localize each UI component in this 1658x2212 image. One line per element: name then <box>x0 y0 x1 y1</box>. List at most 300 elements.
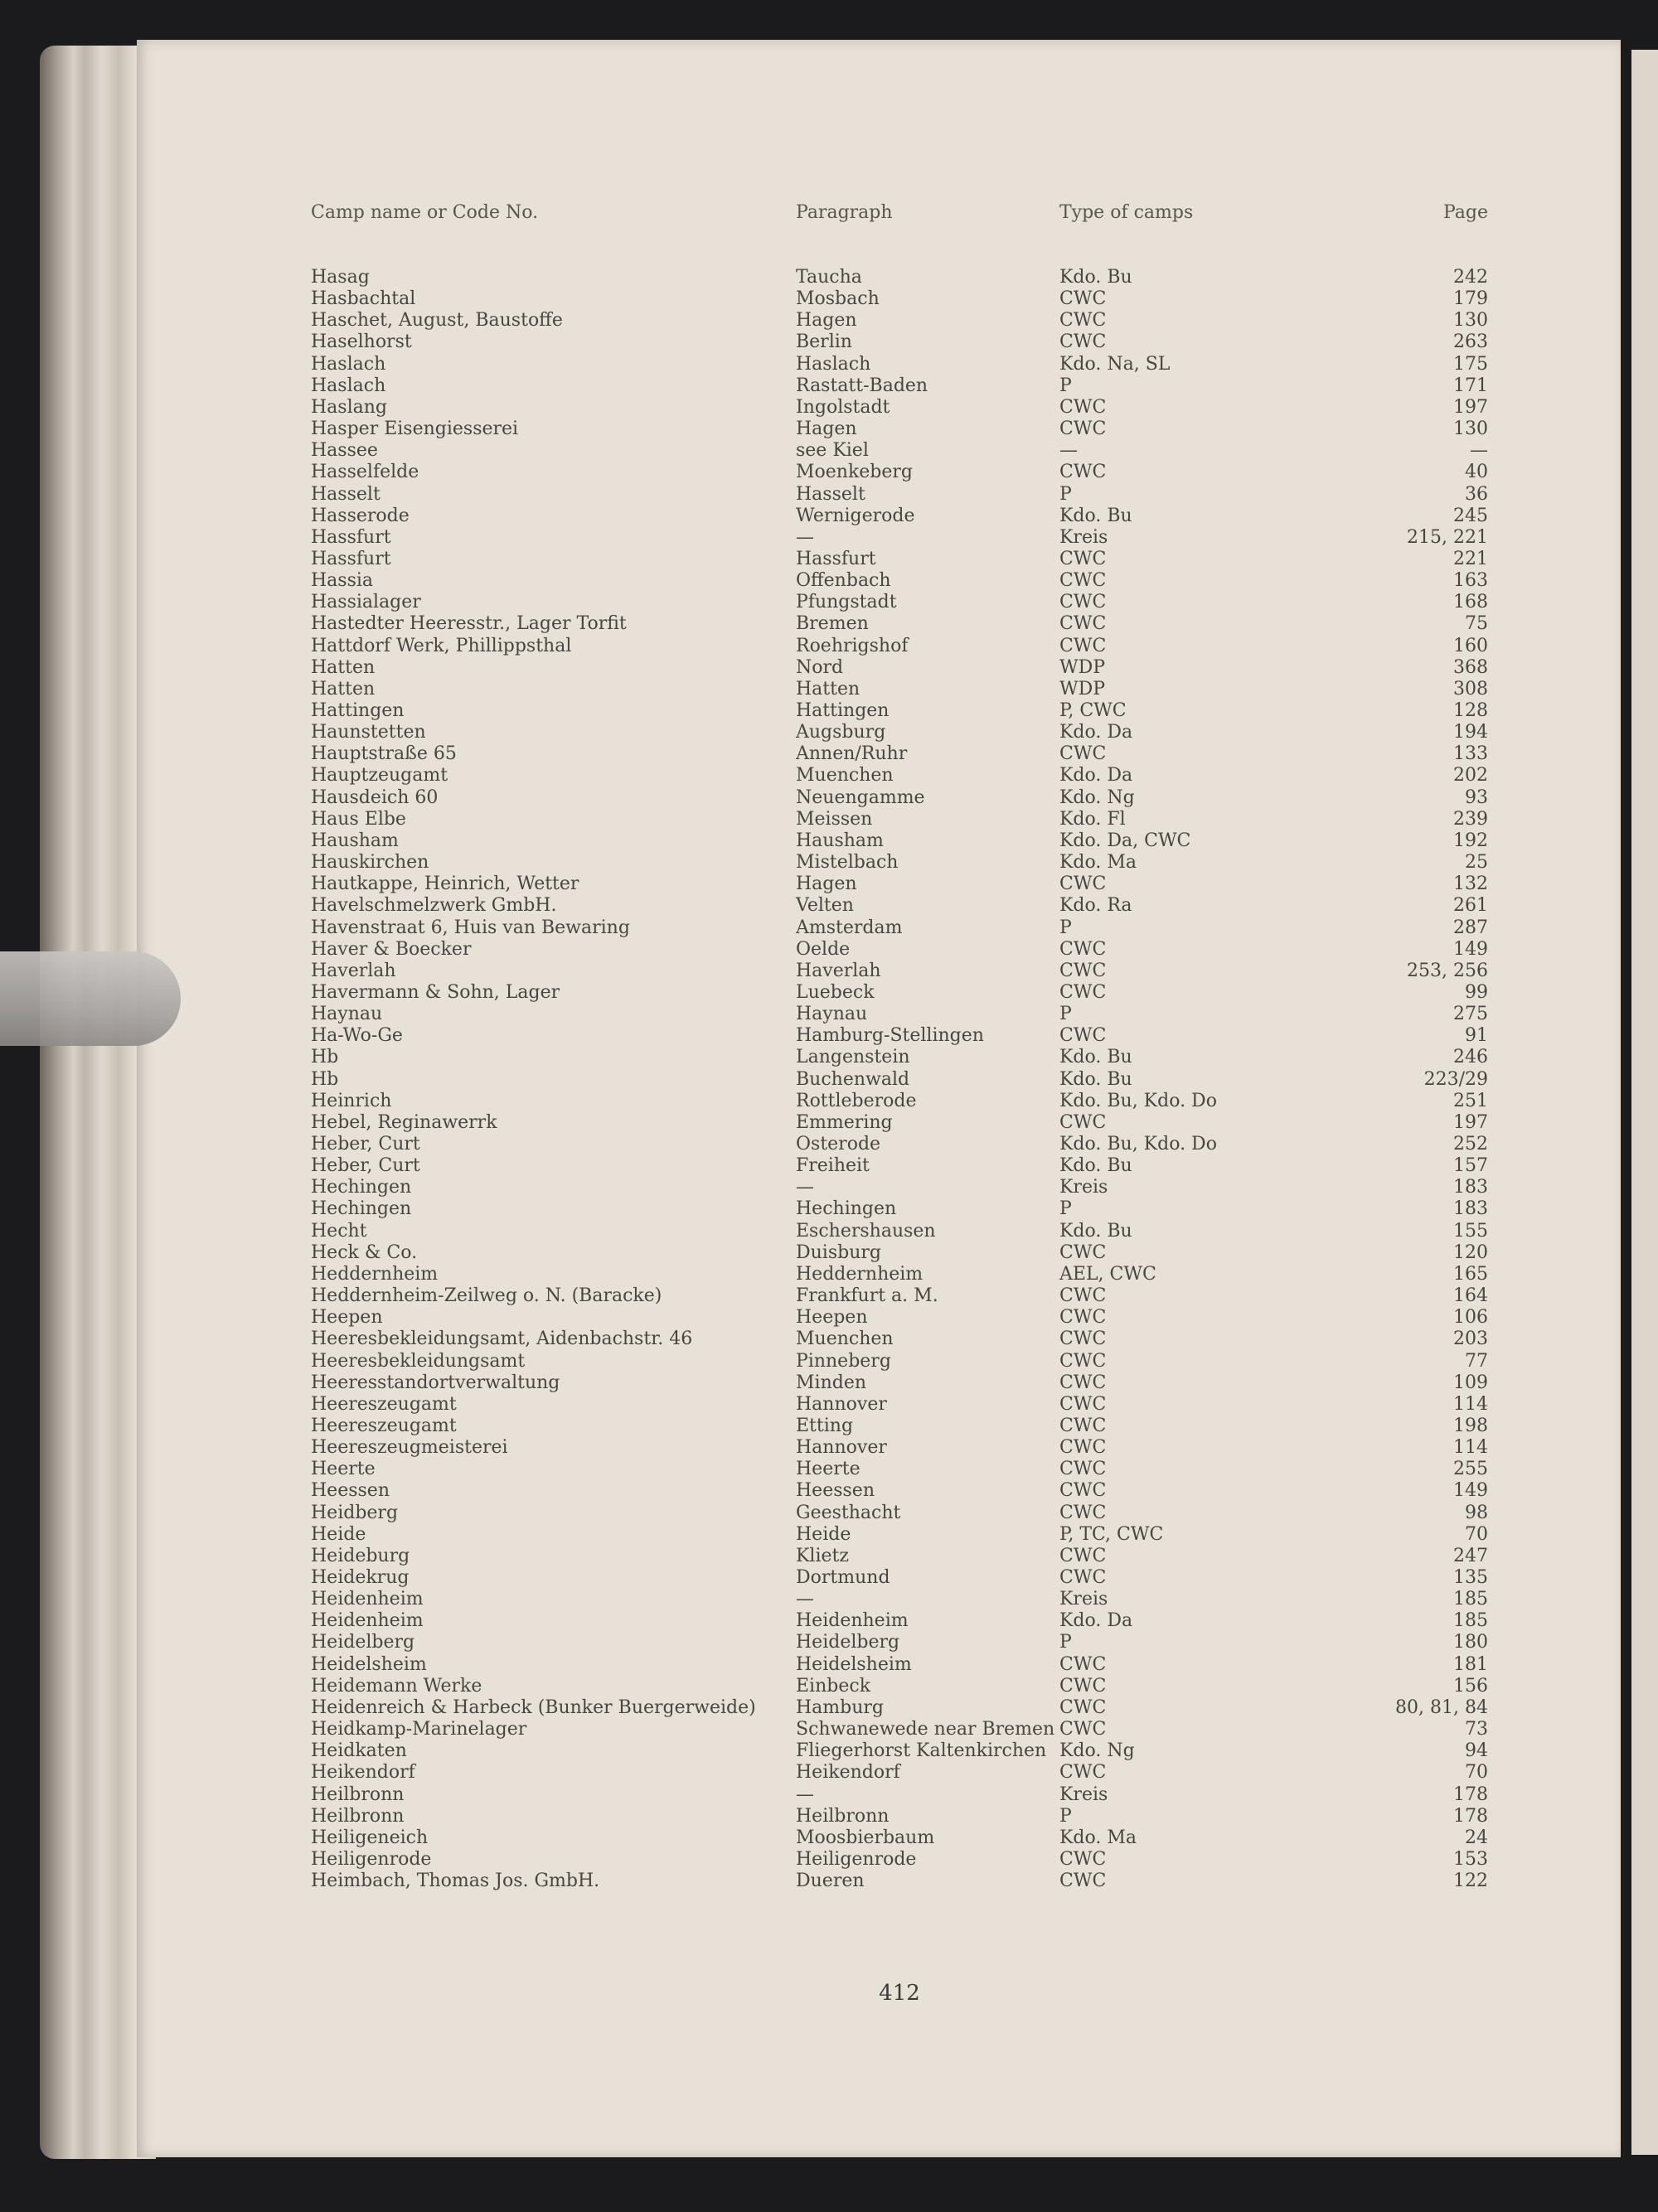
page-ref: 149 <box>1453 939 1488 960</box>
camp-type: CWC <box>1059 1351 1107 1372</box>
camp-type: P, CWC <box>1059 700 1127 721</box>
camp-name: Hauptzeugamt <box>311 765 448 786</box>
camp-type: CWC <box>1059 939 1107 960</box>
camp-name: Havenstraat 6, Huis van Bewaring <box>311 917 630 938</box>
page-ref: 197 <box>1453 1112 1488 1133</box>
camp-type: CWC <box>1059 1546 1107 1566</box>
camp-name: Ha-Wo-Ge <box>311 1025 403 1046</box>
index-entry <box>0 1784 1658 1806</box>
camp-name: Heeresstandortverwaltung <box>311 1372 560 1393</box>
camp-name: Haynau <box>311 1004 383 1024</box>
camp-name: Heerte <box>311 1459 376 1479</box>
camp-name: Hassfurt <box>311 549 391 569</box>
page-ref: 198 <box>1453 1416 1488 1436</box>
camp-type: AEL, CWC <box>1059 1264 1156 1285</box>
paragraph: Pinneberg <box>796 1351 891 1372</box>
paragraph: — <box>796 1589 814 1609</box>
header-paragraph: Paragraph <box>796 202 893 223</box>
index-entry <box>0 809 1658 830</box>
index-entry <box>0 592 1658 613</box>
page-ref: 181 <box>1453 1654 1488 1675</box>
camp-name: Hastedter Heeresstr., Lager Torfit <box>311 613 627 634</box>
index-entry <box>0 852 1658 874</box>
camp-type: CWC <box>1059 397 1107 418</box>
paragraph: Freiheit <box>796 1155 870 1176</box>
header-page: Page <box>1442 202 1488 223</box>
index-entry <box>0 1242 1658 1264</box>
camp-type: P <box>1059 1198 1072 1219</box>
camp-type: CWC <box>1059 570 1107 591</box>
paragraph: Heidelberg <box>796 1632 900 1653</box>
camp-type: Kreis <box>1059 1177 1108 1198</box>
index-entry <box>0 375 1658 397</box>
index-entry <box>0 1610 1658 1632</box>
index-entry <box>0 1047 1658 1068</box>
page-ref: 253, 256 <box>1407 961 1488 981</box>
page-ref: 368 <box>1453 657 1488 678</box>
page-ref: 149 <box>1453 1480 1488 1501</box>
index-entry <box>0 1198 1658 1220</box>
index-entry <box>0 1719 1658 1740</box>
paragraph: Minden <box>796 1372 867 1393</box>
page-ref: — <box>1470 440 1488 461</box>
camp-name: Heide <box>311 1524 366 1545</box>
camp-name: Heereszeugamt <box>311 1394 457 1415</box>
index-entry <box>0 1004 1658 1025</box>
index-entry <box>0 700 1658 722</box>
camp-name: Heber, Curt <box>311 1134 420 1154</box>
index-entry <box>0 1589 1658 1610</box>
index-entry <box>0 1871 1658 1892</box>
page-ref: 275 <box>1453 1004 1488 1024</box>
paragraph: Taucha <box>796 267 862 288</box>
index-entry <box>0 332 1658 353</box>
camp-name: Hatten <box>311 657 376 678</box>
camp-name: Haver & Boecker <box>311 939 472 960</box>
paragraph: Meissen <box>796 809 873 830</box>
page-ref: 24 <box>1465 1827 1488 1848</box>
camp-name: Hasbachtal <box>311 288 416 309</box>
camp-name: Haslach <box>311 375 386 396</box>
camp-type: Kdo. Bu, Kdo. Do <box>1059 1091 1217 1111</box>
paragraph: Heerte <box>796 1459 861 1479</box>
index-entry <box>0 982 1658 1004</box>
camp-type: Kdo. Bu <box>1059 1069 1132 1090</box>
camp-name: Heereszeugamt <box>311 1416 457 1436</box>
page-ref: 247 <box>1453 1546 1488 1566</box>
page-ref: 252 <box>1453 1134 1488 1154</box>
camp-type: CWC <box>1059 1480 1107 1501</box>
page-ref: 263 <box>1453 332 1488 352</box>
paragraph: Bremen <box>796 613 869 634</box>
page-ref: 215, 221 <box>1407 527 1488 548</box>
paragraph: Amsterdam <box>796 917 903 938</box>
index-entry <box>0 1025 1658 1047</box>
paragraph: Annen/Ruhr <box>796 743 908 764</box>
camp-name: Hassialager <box>311 592 421 612</box>
camp-type: P <box>1059 1632 1072 1653</box>
paragraph: Hasselt <box>796 484 865 505</box>
paragraph: Fliegerhorst Kaltenkirchen <box>796 1740 1047 1761</box>
camp-name: Heidemann Werke <box>311 1676 482 1697</box>
camp-type: CWC <box>1059 1719 1107 1740</box>
index-entry <box>0 1112 1658 1134</box>
paragraph: see Kiel <box>796 440 869 461</box>
page-ref: 202 <box>1453 765 1488 786</box>
index-entry <box>0 1849 1658 1871</box>
camp-type: CWC <box>1059 1437 1107 1458</box>
camp-name: Hechingen <box>311 1198 412 1219</box>
camp-type: Kreis <box>1059 1589 1108 1609</box>
camp-name: Heidberg <box>311 1503 399 1523</box>
camp-name: Hasserode <box>311 506 410 526</box>
camp-name: Hatten <box>311 679 376 699</box>
camp-type: CWC <box>1059 1762 1107 1783</box>
camp-type: CWC <box>1059 1871 1107 1891</box>
page-ref: 163 <box>1453 570 1488 591</box>
camp-type: CWC <box>1059 1676 1107 1697</box>
page-ref: 36 <box>1465 484 1488 505</box>
index-entry <box>0 549 1658 570</box>
camp-type: Kdo. Bu <box>1059 1047 1132 1067</box>
paragraph: Luebeck <box>796 982 875 1003</box>
page-ref: 98 <box>1465 1503 1488 1523</box>
camp-name: Haus Elbe <box>311 809 406 830</box>
page-ref: 242 <box>1453 267 1488 288</box>
page-ref: 135 <box>1453 1567 1488 1588</box>
paragraph: Eschershausen <box>796 1221 936 1242</box>
index-entry <box>0 722 1658 743</box>
camp-name: Heideburg <box>311 1546 410 1566</box>
page-number: 412 <box>879 1981 920 2006</box>
paragraph: — <box>796 527 814 548</box>
index-entry <box>0 527 1658 549</box>
camp-type: P <box>1059 1806 1072 1827</box>
paragraph: Hannover <box>796 1437 887 1458</box>
camp-type: CWC <box>1059 1242 1107 1263</box>
camp-name: Heidelsheim <box>311 1654 427 1675</box>
page-ref: 132 <box>1453 874 1488 894</box>
camp-name: Heilbronn <box>311 1784 405 1805</box>
index-entry <box>0 484 1658 506</box>
camp-name: Heidkaten <box>311 1740 407 1761</box>
page-ref: 77 <box>1465 1351 1488 1372</box>
camp-name: Heinrich <box>311 1091 392 1111</box>
paragraph: Emmering <box>796 1112 893 1133</box>
paragraph: Hamburg-Stellingen <box>796 1025 984 1046</box>
paragraph: Heide <box>796 1524 851 1545</box>
index-entry <box>0 1632 1658 1653</box>
page-ref: 179 <box>1453 288 1488 309</box>
camp-type: Kreis <box>1059 1784 1108 1805</box>
paragraph: Pfungstadt <box>796 592 897 612</box>
index-entry <box>0 1134 1658 1155</box>
paragraph: Hannover <box>796 1394 887 1415</box>
camp-type: CWC <box>1059 613 1107 634</box>
camp-name: Hassfurt <box>311 527 391 548</box>
camp-name: Heeresbekleidungsamt, Aidenbachstr. 46 <box>311 1329 693 1349</box>
index-entry <box>0 765 1658 787</box>
paragraph: Heilbronn <box>796 1806 890 1827</box>
paragraph: Augsburg <box>796 722 886 743</box>
index-entry <box>0 440 1658 462</box>
page-ref: 122 <box>1453 1871 1488 1891</box>
page-ref: 178 <box>1453 1784 1488 1805</box>
index-entry <box>0 1307 1658 1329</box>
index-entry <box>0 679 1658 700</box>
page-ref: 185 <box>1453 1589 1488 1609</box>
camp-type: CWC <box>1059 332 1107 352</box>
camp-type: CWC <box>1059 310 1107 331</box>
paragraph: Osterode <box>796 1134 881 1154</box>
camp-type: CWC <box>1059 462 1107 482</box>
paragraph: Klietz <box>796 1546 849 1566</box>
index-entry <box>0 1177 1658 1198</box>
page-ref: 130 <box>1453 310 1488 331</box>
page-ref: 165 <box>1453 1264 1488 1285</box>
camp-name: Heiligeneich <box>311 1827 429 1848</box>
camp-name: Heddernheim <box>311 1264 439 1285</box>
index-entry <box>0 1697 1658 1719</box>
paragraph: Moenkeberg <box>796 462 914 482</box>
paragraph: Neuengamme <box>796 787 925 808</box>
camp-type: CWC <box>1059 982 1107 1003</box>
index-entry <box>0 1069 1658 1091</box>
camp-type: Kdo. Ma <box>1059 1827 1137 1848</box>
camp-type: Kdo. Bu, Kdo. Do <box>1059 1134 1217 1154</box>
paragraph: Heikendorf <box>796 1762 900 1783</box>
paragraph: Haynau <box>796 1004 868 1024</box>
paragraph: Hamburg <box>796 1697 885 1718</box>
camp-type: CWC <box>1059 1112 1107 1133</box>
paragraph: — <box>796 1784 814 1805</box>
camp-name: Heddernheim-Zeilweg o. N. (Baracke) <box>311 1285 662 1306</box>
index-entry <box>0 939 1658 961</box>
camp-name: Hb <box>311 1069 339 1090</box>
paragraph: Wernigerode <box>796 506 915 526</box>
camp-type: P <box>1059 484 1072 505</box>
paragraph: Geesthacht <box>796 1503 901 1523</box>
camp-name: Hasper Eisengiesserei <box>311 419 519 439</box>
page-ref: 70 <box>1465 1762 1488 1783</box>
camp-type: P <box>1059 1004 1072 1024</box>
camp-type: CWC <box>1059 1654 1107 1675</box>
paragraph: Haverlah <box>796 961 881 981</box>
camp-type: CWC <box>1059 743 1107 764</box>
camp-type: CWC <box>1059 1459 1107 1479</box>
paragraph: Hagen <box>796 874 857 894</box>
camp-type: P <box>1059 375 1072 396</box>
index-entry <box>0 874 1658 895</box>
camp-name: Heidenreich & Harbeck (Bunker Buergerweide) <box>311 1697 756 1718</box>
paragraph: Heddernheim <box>796 1264 924 1285</box>
camp-name: Hattdorf Werk, Phillippsthal <box>311 636 572 656</box>
paragraph: Dueren <box>796 1871 865 1891</box>
page-ref: 153 <box>1453 1849 1488 1870</box>
page-ref: 91 <box>1465 1025 1488 1046</box>
index-entry <box>0 354 1658 375</box>
index-entry <box>0 1394 1658 1416</box>
camp-name: Heilbronn <box>311 1806 405 1827</box>
page-ref: 155 <box>1453 1221 1488 1242</box>
index-entry <box>0 657 1658 679</box>
camp-type: Kdo. Ng <box>1059 787 1135 808</box>
camp-name: Hb <box>311 1047 339 1067</box>
paragraph: Rottleberode <box>796 1091 917 1111</box>
camp-name: Heidelberg <box>311 1632 415 1653</box>
camp-name: Heessen <box>311 1480 390 1501</box>
camp-name: Heimbach, Thomas Jos. GmbH. <box>311 1871 600 1891</box>
index-entry <box>0 570 1658 592</box>
index-entry <box>0 961 1658 982</box>
index-entry <box>0 1459 1658 1480</box>
camp-type: CWC <box>1059 1372 1107 1393</box>
page-ref: 223/29 <box>1423 1069 1488 1090</box>
page-ref: 171 <box>1453 375 1488 396</box>
camp-name: Hautkappe, Heinrich, Wetter <box>311 874 579 894</box>
camp-type: Kreis <box>1059 527 1108 548</box>
index-entry <box>0 1285 1658 1307</box>
index-entry <box>0 1351 1658 1372</box>
page-ref: 106 <box>1453 1307 1488 1328</box>
camp-type: Kdo. Ng <box>1059 1740 1135 1761</box>
camp-type: Kdo. Bu <box>1059 267 1132 288</box>
header-camp-name: Camp name or Code No. <box>311 202 539 223</box>
camp-name: Heidenheim <box>311 1610 424 1631</box>
page-ref: 164 <box>1453 1285 1488 1306</box>
page-ref: 114 <box>1453 1437 1488 1458</box>
camp-type: WDP <box>1059 657 1106 678</box>
camp-type: Kdo. Ra <box>1059 895 1132 916</box>
index-entry <box>0 1480 1658 1502</box>
paragraph: Mosbach <box>796 288 880 309</box>
camp-name: Haslach <box>311 354 386 375</box>
camp-type: CWC <box>1059 874 1107 894</box>
page-ref: 255 <box>1453 1459 1488 1479</box>
camp-type: CWC <box>1059 961 1107 981</box>
camp-name: Hausham <box>311 830 399 851</box>
camp-name: Heidekrug <box>311 1567 410 1588</box>
page-ref: 73 <box>1465 1719 1488 1740</box>
camp-name: Heepen <box>311 1307 383 1328</box>
index-entry <box>0 1654 1658 1676</box>
index-entry <box>0 1762 1658 1784</box>
paragraph: — <box>796 1177 814 1198</box>
page-ref: 128 <box>1453 700 1488 721</box>
camp-name: Hebel, Reginawerrk <box>311 1112 497 1133</box>
index-entry <box>0 1567 1658 1589</box>
camp-type: Kdo. Bu <box>1059 1221 1132 1242</box>
index-entry <box>0 743 1658 765</box>
camp-type: CWC <box>1059 636 1107 656</box>
index-entry <box>0 267 1658 288</box>
paragraph: Buchenwald <box>796 1069 910 1090</box>
page-ref: 251 <box>1453 1091 1488 1111</box>
page-ref: 25 <box>1465 852 1488 873</box>
header-type: Type of camps <box>1059 202 1194 223</box>
page-ref: 99 <box>1465 982 1488 1003</box>
paragraph: Hagen <box>796 419 857 439</box>
page-ref: 94 <box>1465 1740 1488 1761</box>
camp-type: Kdo. Ma <box>1059 852 1137 873</box>
camp-name: Hassee <box>311 440 378 461</box>
paragraph: Heidelsheim <box>796 1654 912 1675</box>
page-ref: 246 <box>1453 1047 1488 1067</box>
paragraph: Heiligenrode <box>796 1849 917 1870</box>
index-entry <box>0 1503 1658 1524</box>
index-entry <box>0 895 1658 917</box>
camp-name: Havelschmelzwerk GmbH. <box>311 895 557 916</box>
camp-name: Haunstetten <box>311 722 426 743</box>
camp-name: Hauptstraße 65 <box>311 743 457 764</box>
camp-type: Kdo. Na, SL <box>1059 354 1171 375</box>
page-ref: 245 <box>1453 506 1488 526</box>
index-entry <box>0 419 1658 440</box>
index-entry <box>0 397 1658 419</box>
camp-name: Heber, Curt <box>311 1155 420 1176</box>
page-ref: 183 <box>1453 1177 1488 1198</box>
index-entry <box>0 1806 1658 1827</box>
index-entry <box>0 1372 1658 1394</box>
index-entry <box>0 917 1658 939</box>
camp-type: CWC <box>1059 1025 1107 1046</box>
camp-name: Havermann & Sohn, Lager <box>311 982 560 1003</box>
paragraph: Oelde <box>796 939 851 960</box>
index-entry <box>0 1264 1658 1285</box>
paragraph: Berlin <box>796 332 852 352</box>
camp-name: Hassia <box>311 570 374 591</box>
camp-type: Kdo. Da <box>1059 765 1133 786</box>
camp-name: Heikendorf <box>311 1762 415 1783</box>
camp-type: CWC <box>1059 1849 1107 1870</box>
page-ref: 183 <box>1453 1198 1488 1219</box>
paragraph: Einbeck <box>796 1676 871 1697</box>
camp-type: P, TC, CWC <box>1059 1524 1164 1545</box>
camp-type: CWC <box>1059 288 1107 309</box>
paragraph: Duisburg <box>796 1242 881 1263</box>
camp-type: Kdo. Da <box>1059 722 1133 743</box>
paragraph: Hattingen <box>796 700 890 721</box>
page-ref: 178 <box>1453 1806 1488 1827</box>
page-ref: 185 <box>1453 1610 1488 1631</box>
page-ref: 133 <box>1453 743 1488 764</box>
camp-name: Haschet, August, Baustoffe <box>311 310 563 331</box>
paragraph: Frankfurt a. M. <box>796 1285 938 1306</box>
camp-type: WDP <box>1059 679 1106 699</box>
paragraph: Mistelbach <box>796 852 899 873</box>
paragraph: Dortmund <box>796 1567 890 1588</box>
camp-type: CWC <box>1059 1307 1107 1328</box>
page-ref: 239 <box>1453 809 1488 830</box>
paragraph: Muenchen <box>796 765 894 786</box>
page-ref: 175 <box>1453 354 1488 375</box>
page-ref: 168 <box>1453 592 1488 612</box>
index-entry <box>0 787 1658 809</box>
paragraph: Muenchen <box>796 1329 894 1349</box>
index-entry <box>0 1416 1658 1437</box>
index-entry <box>0 1546 1658 1567</box>
paragraph: Moosbierbaum <box>796 1827 935 1848</box>
index-entry <box>0 310 1658 332</box>
camp-name: Heidenheim <box>311 1589 424 1609</box>
page-ref: 130 <box>1453 419 1488 439</box>
index-entry <box>0 1437 1658 1459</box>
page-ref: 157 <box>1453 1155 1488 1176</box>
page-ref: 180 <box>1453 1632 1488 1653</box>
page-ref: 261 <box>1453 895 1488 916</box>
index-entry <box>0 1155 1658 1177</box>
camp-name: Hasag <box>311 267 370 288</box>
